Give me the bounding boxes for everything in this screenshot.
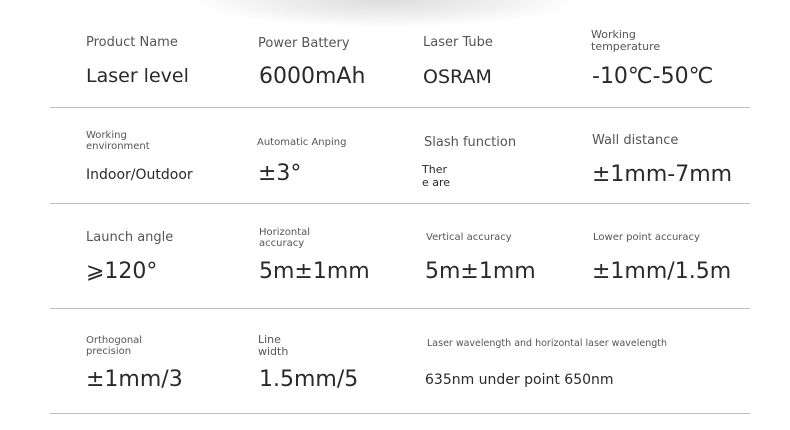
value-laser-wavelength: 635nm under point 650nm xyxy=(425,372,614,388)
label-power-battery: Power Battery xyxy=(258,36,350,51)
label-slash-function: Slash function xyxy=(424,135,517,150)
row-divider xyxy=(50,203,750,204)
value-working-temperature: -10℃-50℃ xyxy=(592,64,714,89)
label-vertical-accuracy: Vertical accuracy xyxy=(426,232,512,243)
label-wall-distance: Wall distance xyxy=(592,133,679,148)
row-divider xyxy=(50,107,750,108)
label-product-name: Product Name xyxy=(86,35,178,50)
label-horizontal-accuracy: Horizontal accuracy xyxy=(259,227,311,249)
label-automatic-anping: Automatic Anping xyxy=(257,137,347,148)
label-lower-point-accuracy: Lower point accuracy xyxy=(593,232,700,243)
value-lower-point-accuracy: ±1mm/1.5m xyxy=(592,259,732,284)
value-launch-angle: ⩾120° xyxy=(86,259,158,284)
row-divider xyxy=(50,308,750,309)
value-horizontal-accuracy: 5m±1mm xyxy=(259,259,370,284)
value-laser-tube: OSRAM xyxy=(423,66,492,88)
value-vertical-accuracy: 5m±1mm xyxy=(425,259,536,284)
row-divider xyxy=(50,413,750,414)
value-product-name: Laser level xyxy=(86,65,189,87)
label-launch-angle: Launch angle xyxy=(86,230,174,245)
value-automatic-anping: ±3° xyxy=(258,161,302,186)
label-working-temperature: Working temperature xyxy=(591,28,661,54)
value-power-battery: 6000mAh xyxy=(259,64,366,89)
label-laser-tube: Laser Tube xyxy=(423,35,493,50)
label-orthogonal-precision: Orthogonal precision xyxy=(86,335,143,357)
value-slash-function: Ther e are xyxy=(422,163,451,190)
value-line-width: 1.5mm/5 xyxy=(259,367,359,392)
value-working-environment: Indoor/Outdoor xyxy=(86,167,193,183)
label-line-width: Line width xyxy=(258,333,289,359)
header-product-image-fade xyxy=(200,0,570,26)
value-orthogonal-precision: ±1mm/3 xyxy=(86,367,183,392)
value-wall-distance: ±1mm-7mm xyxy=(592,162,733,187)
label-laser-wavelength: Laser wavelength and horizontal laser wavelength xyxy=(427,338,668,349)
label-working-environment: Working environment xyxy=(86,130,150,152)
